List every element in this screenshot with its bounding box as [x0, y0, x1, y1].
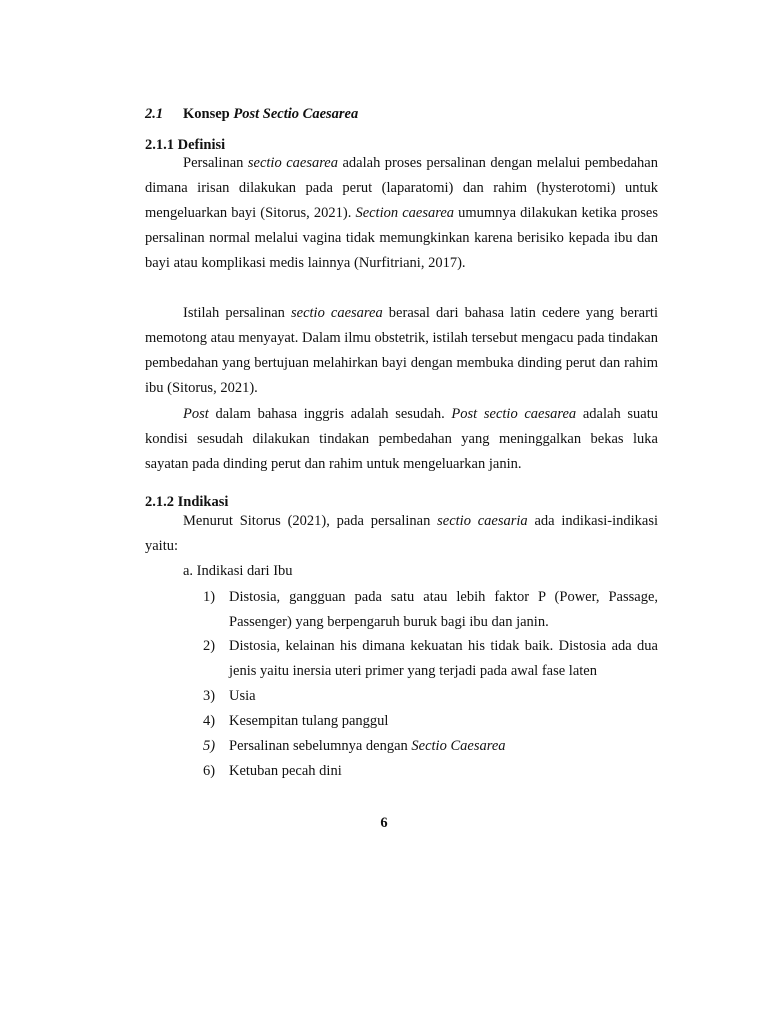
definisi-paragraph-3: Post dalam bahasa inggris adalah sesudah. Post sectio caesarea adalah suatu kondisi sesudah dilakukan tindakan pembedahan yang meninggalkan bekas luka sayatan pada dinding perut dan rahim untuk mengeluarkan janin.: [145, 406, 658, 472]
list-item: 2) Distosia, kelainan his dimana kekuatan his tidak baik. Distosia ada dua jenis yaitu inersia uteri primer yang terjadi pada awal fase laten: [203, 638, 658, 679]
definisi-paragraph-1: Persalinan sectio caesarea adalah proses persalinan dengan melalui pembedahan dimana irisan dilakukan pada perut (laparatomi) dan rahim (hysterotomi) untuk mengeluarkan bayi (Sitorus, 2021). Section caesarea umumnya dilakukan ketika proses persalinan normal melalui vagina tidak memungkinkan karena berisiko kepada ibu dan bayi atau komplikasi medis lainnya (Nurfitriani, 2017).: [145, 155, 659, 271]
list-item: 3) Usia: [203, 688, 256, 704]
list-item: 6) Ketuban pecah dini: [203, 763, 342, 779]
indikasi-paragraph: Menurut Sitorus (2021), pada persalinan sectio caesaria ada indikasi-indikasi yaitu:: [145, 513, 658, 554]
list-item: 1) Distosia, gangguan pada satu atau lebih faktor P (Power, Passage, Passenger) yang berpengaruh buruk bagi ibu dan janin.: [203, 589, 658, 630]
section-heading: [145, 104, 658, 124]
section-title-italic: Post Sectio Caesarea: [233, 106, 359, 122]
list-item: 4) Kesempitan tulang panggul: [203, 713, 389, 729]
definisi-paragraph-2: Istilah persalinan sectio caesarea berasal dari bahasa latin cedere yang berarti memotong atau menyayat. Dalam ilmu obstetrik, istilah tersebut mengacu pada tindakan pembedahan yang bertujuan melahirkan bayi dengan membuka dinding perut dan rahim ibu (Sitorus, 2021).: [145, 305, 658, 396]
page-number: 6: [380, 815, 388, 831]
indikasi-heading: 2.1.2 Indikasi: [145, 494, 229, 510]
list-item: 5) Persalinan sebelumnya dengan Sectio Caesarea: [203, 738, 506, 754]
section-title-plain: Konsep: [183, 106, 234, 122]
list-item-a: a. Indikasi dari Ibu: [183, 563, 293, 579]
section-number: 2.1: [145, 106, 164, 122]
definisi-heading: 2.1.1 Definisi: [145, 137, 226, 153]
